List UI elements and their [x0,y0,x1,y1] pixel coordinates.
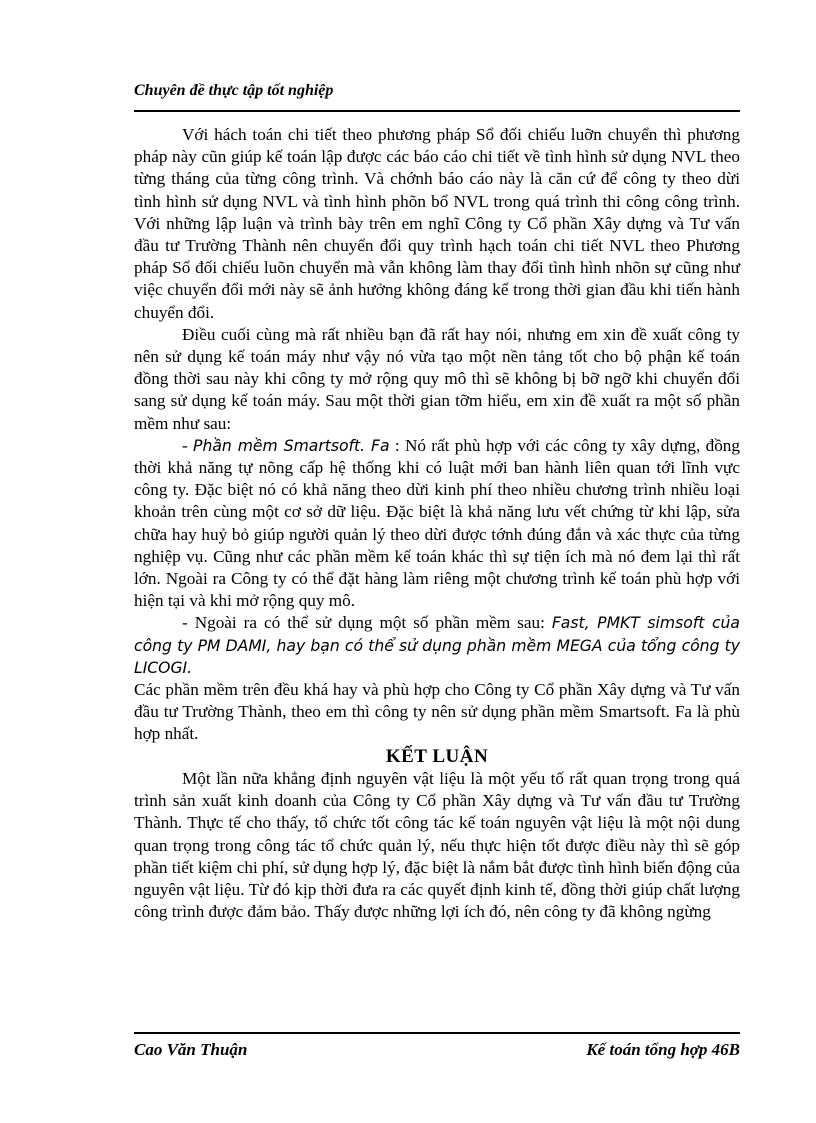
paragraph-6: Một lần nữa khẳng định nguyên vật liệu là một yếu tố rất quan trọng trong quá trình sản xuất kinh doanh của Công ty Cổ phần Xây dựng và Tư vấn đầu tư Trường Thành. Thực tế cho thấy, tổ chức tốt công tác kế toán nguyên vật liệu là một nội dung quan trọng trong công tác tổ chức quản lý, nếu thực hiện tốt được điều này thì sẽ góp phần tiết kiệm chi phí, sử dụng hợp lý, đặc biệt là nắm bắt được tình hình biến động của nguyên vật liệu. Từ đó kịp thời đưa ra các quyết định kinh tế, đồng thời giúp chất lượng công trình được đảm bảo. Thấy được những lợi ích đó, nên công ty đã không ngừng [134,768,740,922]
footer-divider [134,1032,740,1034]
section-heading-ket-luan: KẾT LUẬN [385,745,489,767]
software-list-italic: Fast, PMKT simsoft của công ty PM DAMI, hay bạn có thể sử dụng phần mềm MEGA của tổng công ty LICOGI. [134,614,740,677]
paragraph-5: Các phần mềm trên đều khá hay và phù hợp cho Công ty Cổ phần Xây dựng và Tư vấn đầu tư Trường Thành, theo em thì công ty nên sử dụng phần mềm Smartsoft. Fa là phù hợp nhất. [134,680,740,744]
paragraph-3-rest: : Nó rất phù hợp với các công ty xây dựng, đồng thời khả năng tự nõng cấp hệ thống khi có luật mới ban hành liên quan tới lĩnh vực công ty. Đặc biệt nó có khả năng theo dừi kinh phí theo nhiều chương trình nhiều loại khoản trên cùng một cơ sở dữ liệu. Đặc biệt là khả năng lưu vết chứng từ khi lập, sửa chữa hay huỷ bỏ giúp người quản lý theo dừi được tớnh đúng đắn và xác thực của từng nghiệp vụ. Cũng như các phần mềm kế toán khác thì sự tiện ích mà nó đem lại thì rất lớn. Ngoài ra Công ty có thể đặt hàng làm riêng một chương trình kế toán phù hợp với hiện tại và khi mở rộng quy mô. [134,435,740,611]
paragraph-2: Điều cuối cùng mà rất nhiều bạn đã rất hay nói, nhưng em xin đề xuất công ty nên sử dụng kế toán máy như vậy nó vừa tạo một nền tảng tốt cho bộ phận kế toán đồng thời sau này khi công ty mở rộng quy mô thì sẽ không bị bỡ ngỡ khi chuyển đổi sang sử dụng kế toán máy. Sau một thời gian tỡm hiểu, em xin đề xuất ra một số phần mềm như sau: [134,324,740,433]
paragraph-3 [134,435,740,613]
software-name-smartsoft: Phần mềm Smartsoft. Fa [193,436,390,455]
page-header-title: Chuyên đề thực tập tốt nghiệp [134,82,334,99]
paragraph-1: Với hách toán chi tiết theo phương pháp Sổ đối chiếu luỡn chuyển thì phương pháp này cũn giúp kế toán lập được các báo cáo chi tiết về tình hình sử dụng NVL theo từng tháng của từng công trình. Và chớnh báo cáo này là căn cứ để công ty theo dừi tình hình sử dụng NVL và tình hình phõn bổ NVL trong quá trình thi công công trình. Với những lập luận và trình bày trên em nghĩ Công ty Cổ phần Xây dựng và Tư vấn đầu tư Trường Thành nên chuyển đổi quy trình hạch toán chi tiết NVL theo Phương pháp Sổ đối chiếu luõn chuyển mà vẫn không làm thay đổi tình hình nhõn sự cũng như việc chuyển đổi mới này sẽ ảnh hưởng không đáng kể trong thời gian đầu khi tiến hành chuyển đổi. [134,125,740,322]
footer-author: Cao Văn Thuận [134,1040,248,1059]
footer-class: Kế toán tổng hợp 46B [586,1040,740,1059]
header-divider [134,110,740,112]
paragraph-3-lead: - [182,435,194,455]
document-body [134,124,740,923]
paragraph-4-lead: - Ngoài ra có thể sử dụng một số phần mềm sau: [182,613,552,633]
paragraph-4 [134,612,740,679]
